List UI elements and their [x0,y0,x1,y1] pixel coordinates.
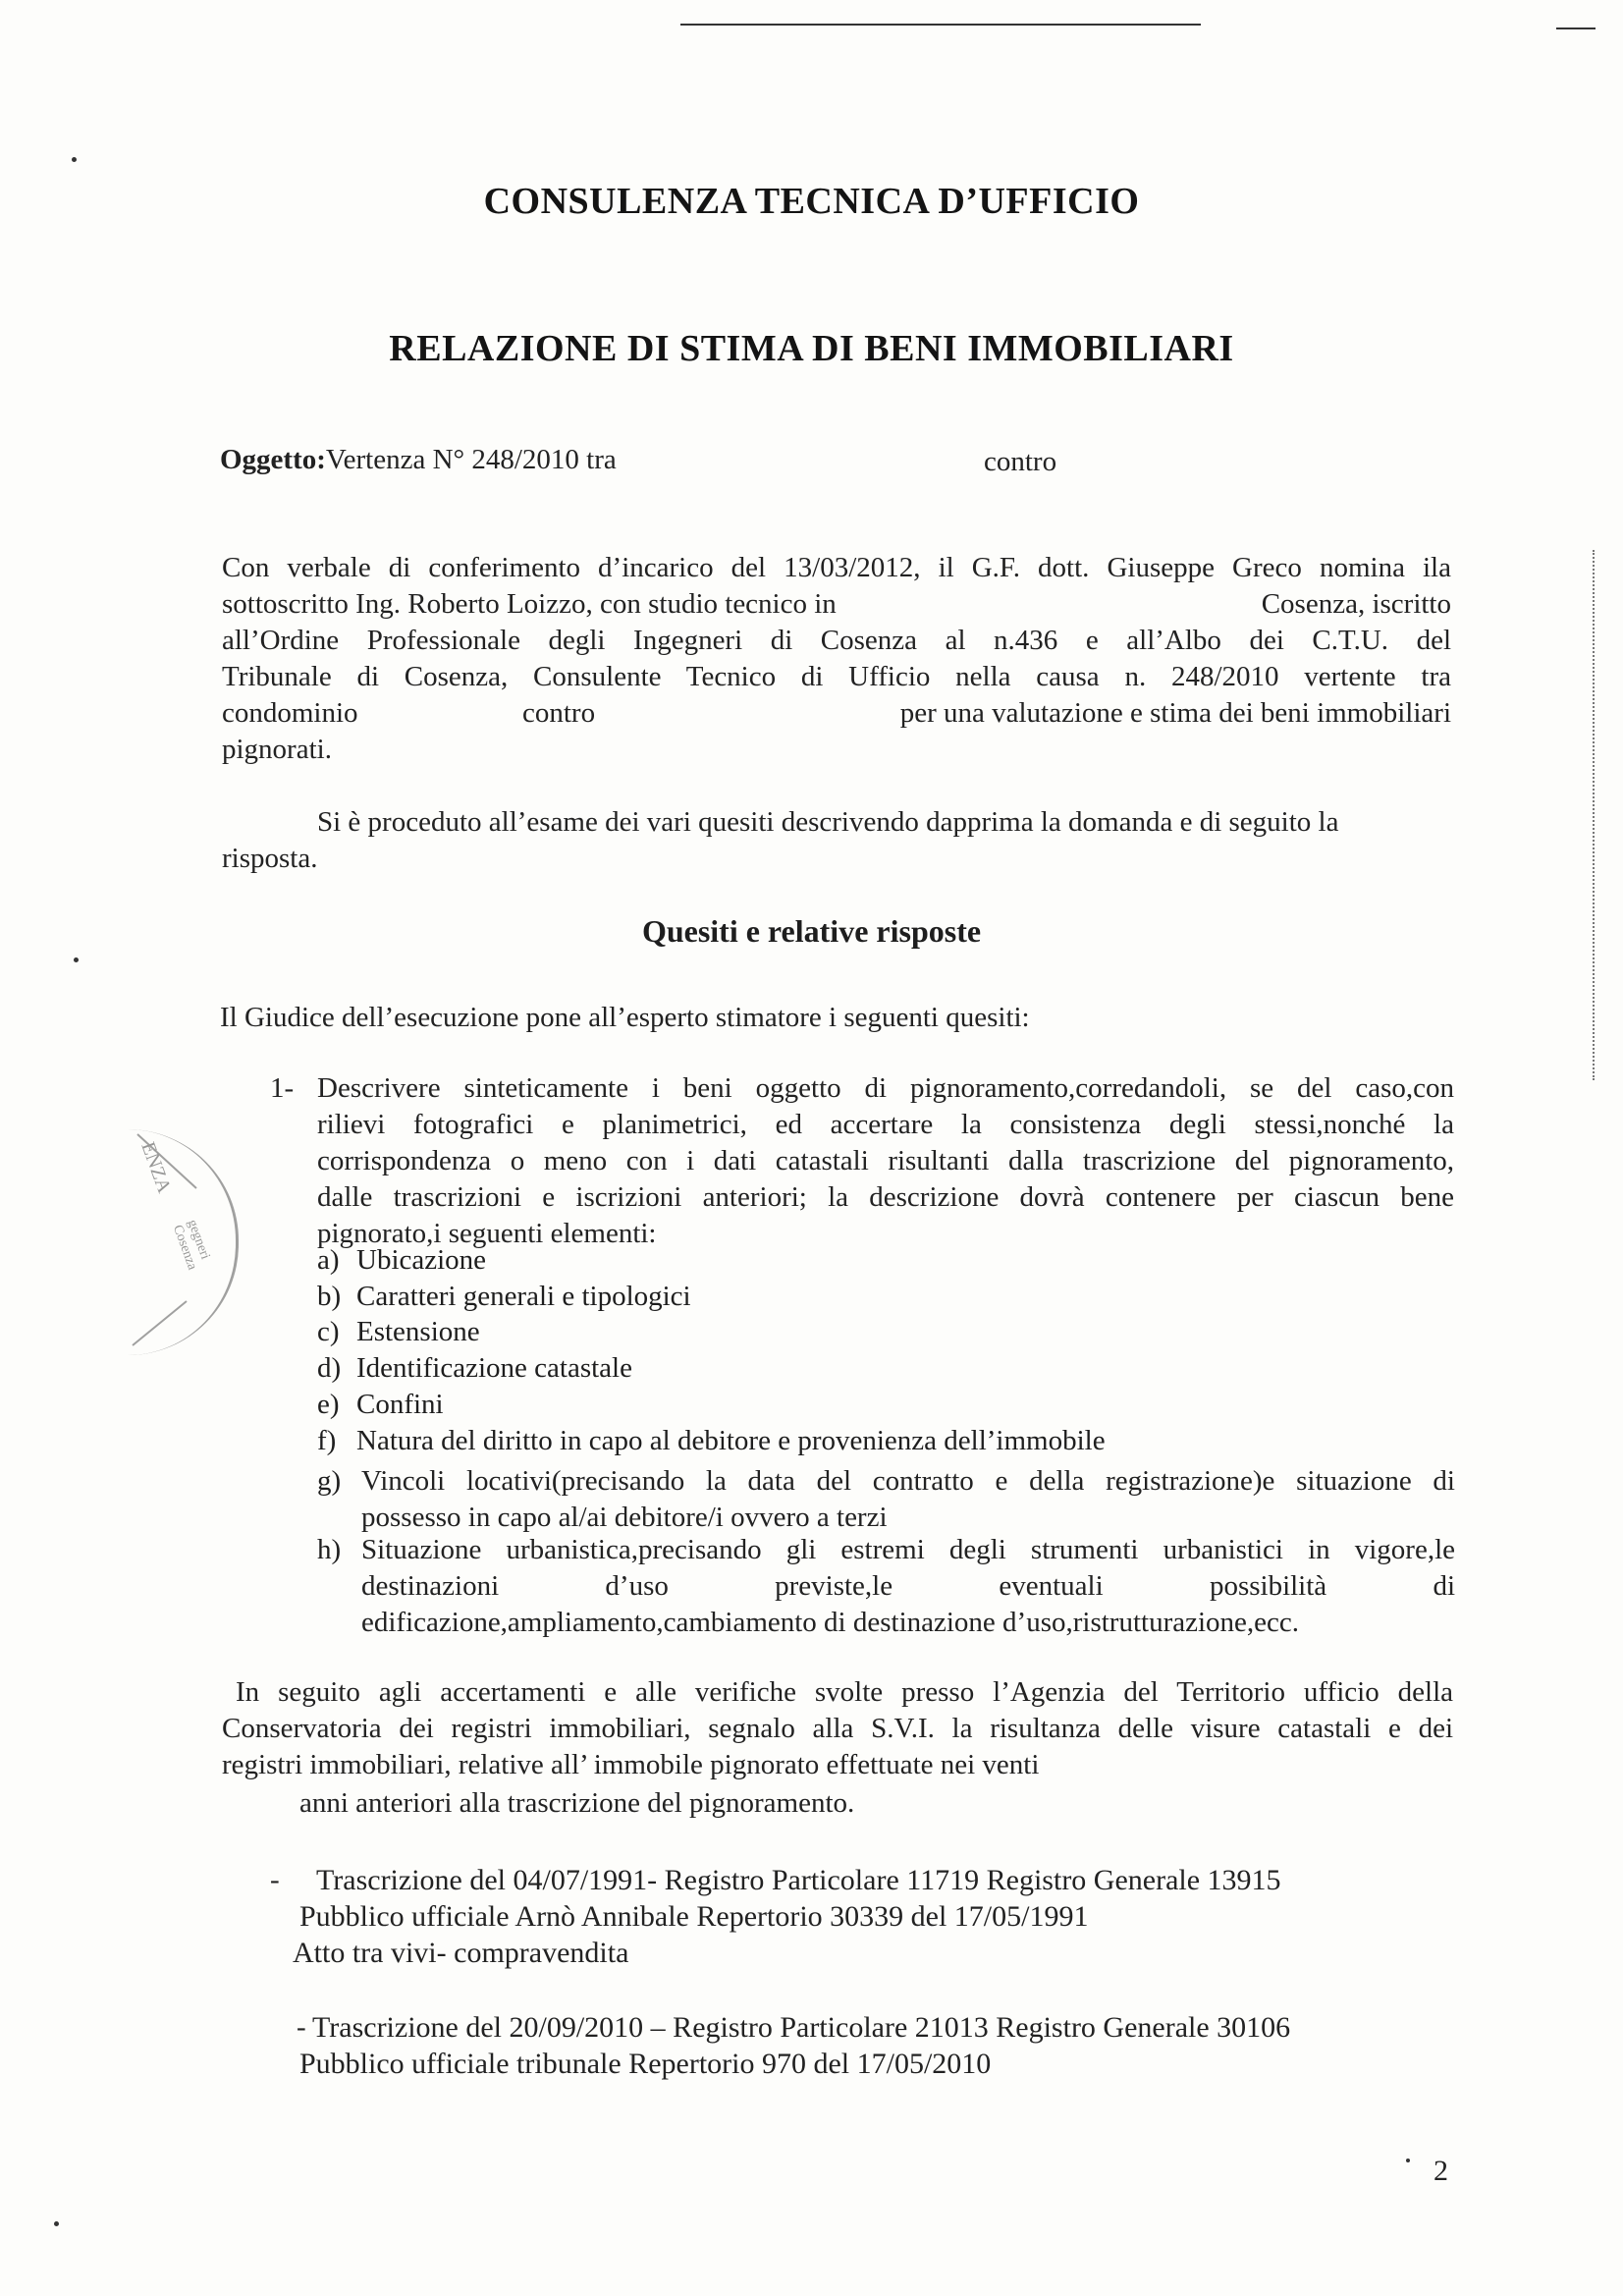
trascrizione-1-line-3: Atto tra vivi- compravendita [293,1937,629,1969]
trascrizione-1-line-2: Pubblico ufficiale Arnò Annibale Repertorio 30339 del 17/05/1991 [299,1900,1089,1933]
trascrizione-2-line-1: Trascrizione del 20/09/2010 – Registro Particolare 21013 Registro Generale 30106 [312,2011,1291,2044]
intro-condominio: condominio [222,697,358,729]
list-item-letter: d) [317,1352,342,1384]
intro-paragraph [222,550,1451,768]
h-word: possibilità [1209,1570,1327,1602]
intro-line-2-left: sottoscritto Ing. Roberto Loizzo, con studio tecnico in [222,588,837,620]
intro-line-6: pignorati. [222,734,332,765]
professional-stamp [128,1129,239,1355]
stamp-text-side: gegneri Cosenza [169,1218,213,1273]
quesito-1-text [317,1070,1454,1252]
list-item-h [361,1532,1455,1641]
list-item-g-line-2: possesso in capo al/ai debitore/i ovvero a terzi [361,1502,888,1533]
list-item [317,1423,1106,1459]
trascrizione-dash: - [297,2011,306,2043]
intro-line-5 [222,695,1451,732]
intro-line-2 [222,586,1451,623]
intro-line-4: Tribunale di Cosenza, Consulente Tecnico di Ufficio nella causa n. 248/2010 vertente tra [222,661,1451,692]
h-word: eventuali [999,1570,1104,1602]
trascrizione-dash: - [270,1864,280,1895]
section-title: Quesiti e relative risposte [641,913,982,949]
list-item-g [361,1463,1455,1536]
list-item [317,1387,444,1423]
list-item-text: Natura del diritto in capo al debitore e provenienza dell’immobile [356,1425,1106,1456]
list-item-h-line-2 [361,1568,1455,1605]
list-item-letter: f) [317,1425,337,1456]
list-item-h-line-3: edificazione,ampliamento,cambiamento di destinazione d’uso,ristrutturazione,ecc. [361,1607,1300,1638]
page-number: 2 [1434,2155,1448,2187]
scan-speck [1406,2159,1410,2162]
top-scan-line [680,24,1201,26]
list-item-letter: b) [317,1281,342,1312]
oggetto-label: Oggetto: [220,444,326,475]
list-item [317,1350,632,1387]
list-item-g-line-1: Vincoli locativi(precisando la data del contratto e della registrazione)e situazione di [361,1465,1455,1497]
right-margin-scan-mark [1593,550,1595,1080]
list-item [317,1279,691,1315]
accertamenti-line-3: registri immobiliari, relative all’ immobile pignorato effettuate nei venti [222,1749,1040,1780]
h-word: d’uso [605,1570,669,1602]
list-item-text: Ubicazione [356,1244,487,1276]
quesito-line-4: dalle trascrizioni e iscrizioni anteriori; la descrizione dovrà contenere per ciascun bene [317,1181,1454,1213]
quesito-line-1: Descrivere sinteticamente i beni oggetto di pignoramento,corredandoli, se del caso,con [317,1072,1454,1104]
list-item-h-line-1: Situazione urbanistica,precisando gli estremi degli strumenti urbanistici in vigore,le [361,1534,1455,1565]
stamp-text-top: ENZA [136,1139,176,1196]
oggetto-line [220,442,617,478]
intro-contro: contro [522,697,596,729]
accertamenti-line-1: In seguito agli accertamenti e alle verifiche svolte presso l’Agenzia del Territorio ufficio della [236,1676,1453,1708]
h-word: previste,le [775,1570,893,1602]
list-item-text: Confini [356,1389,444,1420]
quesito-line-2: rilievi fotografici e planimetrici, ed accertare la consistenza degli stessi,nonché la [317,1109,1454,1140]
list-item [317,1314,480,1350]
trascrizione-2-line-2: Pubblico ufficiale tribunale Repertorio 970 del 17/05/2010 [299,2048,992,2080]
trascrizione-1-line-1: Trascrizione del 04/07/1991- Registro Particolare 11719 Registro Generale 13915 [316,1864,1281,1896]
accertamenti-paragraph [222,1674,1453,1783]
list-item [317,1242,486,1279]
h-word: destinazioni [361,1570,500,1602]
corner-scan-mark [1556,27,1596,29]
giudice-intro: Il Giudice dell’esecuzione pone all’esperto stimatore i seguenti quesiti: [220,1002,1030,1033]
intro-line-3: all’Ordine Professionale degli Ingegneri di Cosenza al n.436 e all’Albo dei C.T.U. del [222,625,1451,656]
list-item-letter: e) [317,1389,340,1420]
accertamenti-line-4: anni anteriori alla trascrizione del pignoramento. [299,1787,855,1819]
oggetto-contro: contro [984,446,1057,477]
quesito-line-5: pignorato,i seguenti elementi: [317,1218,657,1249]
procedure-line-2: risposta. [222,843,318,874]
oggetto-text: Vertenza N° 248/2010 tra [325,444,617,475]
list-item-text: Caratteri generali e tipologici [356,1281,691,1312]
list-item-text: Identificazione catastale [356,1352,632,1384]
accertamenti-line-2: Conservatoria dei registri immobiliari, segnalo alla S.V.I. la risultanza delle visure catastali e dei [222,1713,1453,1744]
list-item-letter: a) [317,1244,340,1276]
intro-line-2-right: Cosenza, iscritto [1261,588,1451,620]
quesito-number: 1- [270,1072,295,1104]
list-item-g-letter: g) [317,1465,342,1497]
list-item-h-letter: h) [317,1534,342,1565]
procedure-line-1: Si è proceduto all’esame dei vari quesiti descrivendo dapprima la domanda e di seguito la [317,806,1339,838]
list-item-letter: c) [317,1316,340,1347]
document-subtitle: RELAZIONE DI STIMA DI BENI IMMOBILIARI [389,328,1234,369]
scan-speck [74,957,79,962]
intro-valutazione: per una valutazione e stima dei beni immobiliari [899,697,1451,729]
list-item-text: Estensione [356,1316,480,1347]
document-title: CONSULENZA TECNICA D’UFFICIO [483,181,1140,222]
scan-speck [72,157,77,162]
quesito-line-3: corrispondenza o meno con i dati catastali risultanti dalla trascrizione del pignoramento, [317,1145,1454,1176]
intro-line-1: Con verbale di conferimento d’incarico del 13/03/2012, il G.F. dott. Giuseppe Greco nomina ila [222,552,1451,583]
scan-speck [54,2221,59,2226]
h-word: di [1433,1570,1455,1602]
